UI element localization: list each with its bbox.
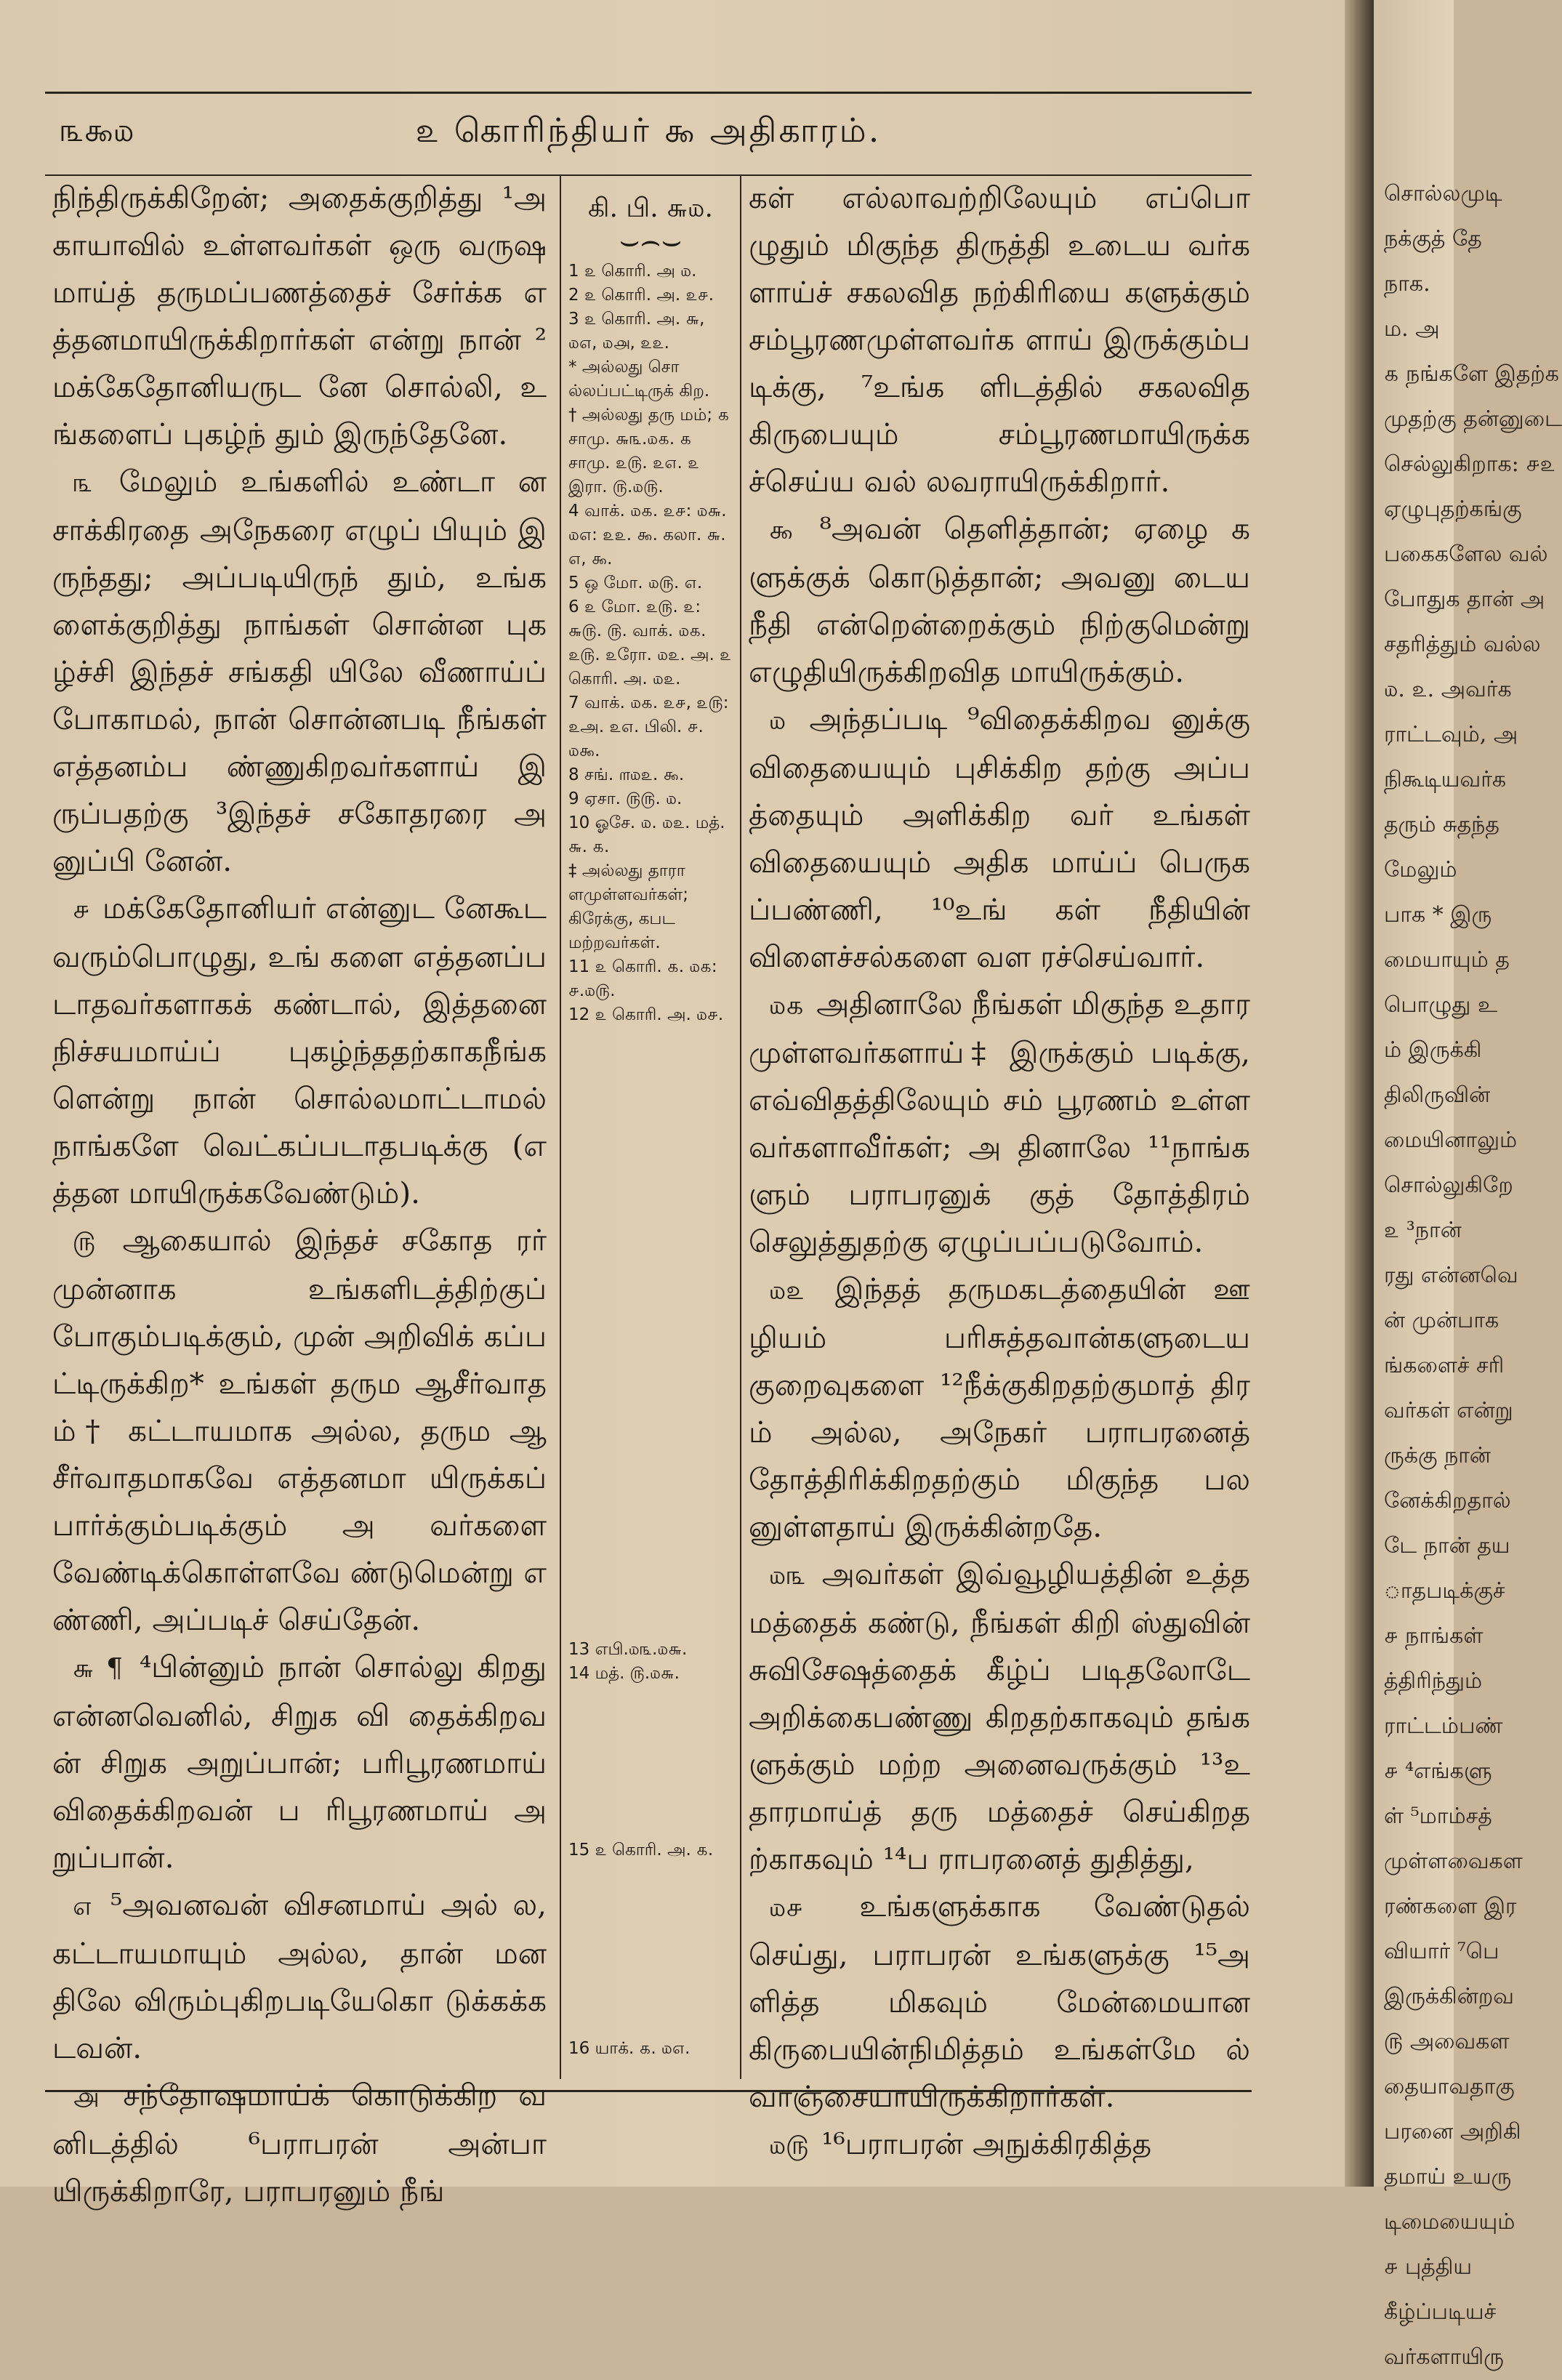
next-page-line: ௪ நாங்கள் bbox=[1384, 1623, 1484, 1649]
next-page-line: நிகூடியவர்க bbox=[1384, 767, 1507, 792]
verse-text: உங்களுக்காக வேண்டுதல் செய்து, பராபரன் உங்களுக்கு ¹⁵அளித்த மிகவும் மேன்மையான கிருபையின்நிமித்தம் உங்கள்மே ல் வாஞ்சையாயிருக்கிறார்கள். bbox=[749, 1889, 1250, 2114]
left-paragraph bbox=[52, 2072, 547, 2215]
next-page-edge bbox=[1374, 0, 1562, 2370]
left-paragraph bbox=[52, 885, 547, 1217]
next-page-line: சொல்லுகிறே bbox=[1384, 1173, 1513, 1198]
verse-text: அந்தப்படி ⁹விதைக்கிறவ னுக்கு விதையையும் புசிக்கிற தற்கு அப்பத்தையும் அளிக்கிற வர் உங்கள் விதையையும் அதிக மாய்ப் பெருகப்பண்ணி, ¹⁰உங் கள் நீதியின் விளைச்சல்களை வள ரச்செய்வார். bbox=[749, 701, 1250, 974]
left-paragraph bbox=[52, 1644, 547, 1881]
right-paragraph bbox=[749, 2120, 1250, 2169]
next-page-line: டே நான் தய bbox=[1384, 1533, 1510, 1559]
verse-number: ௰ bbox=[769, 706, 805, 736]
next-page-line: தரும் சுதந்த bbox=[1384, 812, 1499, 837]
next-page-line: மையாயும் த bbox=[1384, 947, 1510, 973]
book-spine bbox=[1345, 0, 1374, 2187]
verse-text: மக்கேதோனியர் என்னுட னேகூட வரும்பொழுது, உங் களை எத்தனப்படாதவர்களாகக் கண்டால், இத்தனை நிச்சயமாய்ப் புகழ்ந்ததற்காகநீங்களென்று நான் சொல்லமாட்டாமல் நாங்களே வெட்கப்படாதபடிக்கு (எத்தன மாயிருக்கவேண்டும்). bbox=[52, 891, 547, 1210]
margin-note: 9 ஏசா. ௫௫. ௰. bbox=[568, 789, 683, 808]
margin-note: 12 ௨ கொரி. அ. ௰௪. bbox=[568, 1005, 724, 1024]
next-page-line: ௪ ⁴எங்களு bbox=[1384, 1758, 1492, 1784]
margin-notes-middle bbox=[568, 1638, 733, 1686]
margin-note: 3 ௨ கொரி. அ. ௬, ௰௭, ௰௮, ௨௨. bbox=[568, 310, 705, 353]
next-page-line: ம் இருக்கி bbox=[1384, 1037, 1482, 1063]
right-paragraph bbox=[749, 1883, 1250, 2120]
right-paragraph bbox=[749, 505, 1250, 696]
next-page-line: ௰. ௨. அவர்க bbox=[1384, 677, 1512, 702]
margin-notes-top bbox=[568, 260, 733, 1027]
next-page-line: ள் ⁵மாம்சத் bbox=[1384, 1804, 1492, 1829]
verse-number: ௰௪ bbox=[769, 1893, 856, 1923]
margin-note: 2 ௨ கொரி. அ. ௨௪. bbox=[568, 286, 714, 305]
next-page-line: முதற்கு தன்னுடை bbox=[1384, 406, 1562, 432]
next-page-line: வர்கள் என்று bbox=[1384, 1398, 1513, 1423]
verse-number: ௬ ¶ bbox=[73, 1654, 136, 1684]
margin-note: 15 ௨ கொரி. அ. ௧. bbox=[568, 1841, 714, 1860]
margin-notes-bottom bbox=[568, 2037, 733, 2061]
next-page-line: போதுக தான் அ bbox=[1384, 587, 1545, 612]
next-page-line: டிமையையும் bbox=[1384, 2209, 1515, 2235]
next-page-line: ௧ நங்களே இதற்க bbox=[1384, 361, 1559, 387]
margin-note: † அல்லது தரு மம்; ௧ சாமு. ௬௩.௰௧. ௧ சாமு. ௨௫. ௨௭. ௨ இரா. ௫.௰௫. bbox=[568, 406, 730, 496]
next-page-line: ாதபடிக்குச் bbox=[1384, 1578, 1505, 1604]
next-page-line: பகைகளேல வல் bbox=[1384, 542, 1548, 567]
verse-text: ⁵அவனவன் விசனமாய் அல் ல, கட்டாயமாயும் அல்ல, தான் மனதிலே விரும்புகிறபடியேகொ டுக்கக்கடவன். bbox=[52, 1887, 547, 2065]
right-paragraph bbox=[749, 696, 1250, 981]
margin-note: * அல்லது சொ ல்லப்பட்டிருக் கிற. bbox=[568, 358, 710, 401]
next-page-line: கீழ்ப்படியச் bbox=[1384, 2299, 1497, 2325]
next-page-line: ருக்கு நான் bbox=[1384, 1443, 1491, 1468]
next-page-line: ன் முன்பாக bbox=[1384, 1308, 1499, 1333]
margin-heading: கி. பி. ௬௰. bbox=[588, 193, 713, 223]
next-page-line: ௨ ³நான் bbox=[1384, 1218, 1462, 1243]
margin-note: 7 வாக். ௰௧. ௨௪, ௨௫: ௨அ. ௨௭. பிலி. ௪. ௰௯. bbox=[568, 694, 729, 760]
next-page-line: ராட்டவும், அ bbox=[1384, 722, 1518, 747]
margin-note: 8 சங். ௱௰௨. ௯. bbox=[568, 765, 685, 784]
verse-number: ௪ bbox=[73, 895, 98, 925]
margin-note: 13 எபி.௰௩.௰௬. bbox=[568, 1640, 688, 1659]
next-page-line: வர்களாயிரு bbox=[1384, 2344, 1504, 2370]
right-paragraph bbox=[749, 1551, 1250, 1883]
margin-note: 10 ஓசே. ௰. ௰௨. மத். ௬. ௧. bbox=[568, 813, 725, 856]
next-page-line: முள்ளவைகள bbox=[1384, 1849, 1523, 1874]
next-page-line: பரனை அறிகி bbox=[1384, 2119, 1521, 2144]
right-paragraph bbox=[749, 1266, 1250, 1551]
next-page-line: வியார் ⁷பெ bbox=[1384, 1939, 1499, 1964]
left-text-column bbox=[52, 174, 547, 2208]
verse-text: ⁴பின்னும் நான் சொல்லு கிறது என்னவெனில், சிறுக வி தைக்கிறவன் சிறுக அறுப்பான்; பரிபூரணமாய் விதைக்கிறவன் ப ரிபூரணமாய் அறுப்பான். bbox=[52, 1649, 547, 1875]
margin-note: 1 ௨ கொரி. அ ௰. bbox=[568, 262, 697, 281]
page-title: ௨ கொரிந்தியர் ௯ அதிகாரம். bbox=[415, 110, 882, 150]
next-page-line: பாக * இரு bbox=[1384, 902, 1492, 928]
left-paragraph bbox=[52, 174, 547, 458]
verse-text: சந்தோஷமாய்க் கொடுக்கிற வனிடத்தில் ⁶பராபரன் அன்பா யிருக்கிறாரே, பராபரனும் நீங் bbox=[52, 2078, 547, 2208]
margin-note: 16 யாக். ௧. ௰௭. bbox=[568, 2039, 691, 2058]
verse-text: கள் எல்லாவற்றிலேயும் எப்பொ ழுதும் மிகுந்த திருத்தி உடைய வர்களாய்ச் சகலவித நற்கிரியை களுக்கும் சம்பூரணமுள்ளவர்க ளாய் இருக்கும்படிக்கு, ⁷உங்க ளிடத்தில் சகலவித கிருபையும் சம்பூரணமாயிருக்கச்செய்ய வல் லவராயிருக்கிறார். bbox=[749, 180, 1250, 499]
right-paragraph bbox=[749, 981, 1250, 1266]
left-paragraph bbox=[52, 1217, 547, 1644]
margin-notes-column bbox=[560, 174, 741, 2079]
verse-number: ௰௧ bbox=[769, 991, 813, 1021]
verse-number: ௰௩ bbox=[769, 1561, 818, 1591]
margin-note: 5 ஒ மோ. ௰௫. ௭. bbox=[568, 574, 703, 592]
next-page-line: செல்லுகிறாக: ௪௨ bbox=[1384, 451, 1555, 477]
next-page-line: மையினாலும் bbox=[1384, 1127, 1518, 1153]
verse-text: நிந்திருக்கிறேன்; அதைக்குறித்து ¹அகாயாவில் உள்ளவர்கள் ஒரு வருஷமாய்த் தருமப்பணத்தைச் சேர்க்க எத்தனமாயிருக்கிறார்கள் என்று நான் ²மக்கேதோனியருட னே சொல்லி, உங்களைப் புகழ்ந் தும் இருந்தேனே. bbox=[52, 180, 547, 451]
next-page-line: ௪ புத்திய bbox=[1384, 2254, 1473, 2280]
verse-text: ¹⁶பராபரன் அநுக்கிரகித்த bbox=[821, 2126, 1152, 2161]
left-paragraph bbox=[52, 1881, 547, 2072]
verse-number: ௩ bbox=[73, 468, 115, 498]
next-page-line: ரது என்னவெ bbox=[1384, 1263, 1518, 1288]
left-paragraph bbox=[52, 458, 547, 885]
next-page-line: த்திரிந்தும் bbox=[1384, 1668, 1483, 1694]
next-page-line: சதரித்தும் வல்ல bbox=[1384, 632, 1541, 657]
margin-note: 4 வாக். ௰௧. ௨௪: ௰௬. ௰௭: ௨௨. ௯. கலா. ௬. ௭, ௯. bbox=[568, 502, 727, 568]
next-page-line: மேலும் bbox=[1384, 857, 1457, 883]
next-page-line: ௫ அவைகள bbox=[1384, 2029, 1510, 2054]
verse-number: ௰௫ bbox=[769, 2131, 818, 2160]
verse-text: அவர்கள் இவ்வூழியத்தின் உத்தமத்தைக் கண்டு, நீங்கள் கிறி ஸ்துவின் சுவிசேஷத்தைக் கீழ்ப் படிதலோடே அறிக்கைபண்ணு கிறதற்காகவும் தங்களுக்கும் மற்ற அனைவருக்கும் ¹³உதாரமாய்த் தரு மத்தைச் செய்கிறதற்காகவும் ¹⁴ப ராபரனைத் துதித்து, bbox=[749, 1556, 1250, 1876]
next-page-line: னேக்கிறதால் bbox=[1384, 1488, 1511, 1513]
verse-text: ⁸அவன் தெளித்தான்; ஏழை களுக்குக் கொடுத்தான்; அவனு டைய நீதி என்றென்றைக்கும் நிற்குமென்று எழுதியிருக்கிறவித மாயிருக்கும். bbox=[749, 511, 1250, 689]
ornament-icon: ⌣⌢⌣ bbox=[619, 222, 683, 260]
next-page-line: சொல்லமுடி bbox=[1384, 181, 1502, 206]
verse-text: மேலும் உங்களில் உண்டா ன சாக்கிரதை அநேகரை எழுப் பியும் இருந்தது; அப்படியிருந் தும், உங்களைக்குறித்து நாங்கள் சொன்ன புகழ்ச்சி இந்தச் சங்கதி யிலே வீணாய்ப் போகாமல், நான் சொன்னபடி நீங்கள் எத்தனம்ப ண்ணுகிறவர்களாய் இருப்பதற்கு ³இந்தச் சகோதரரை அனுப்பி னேன். bbox=[52, 464, 547, 878]
next-page-line: ம. அ bbox=[1384, 316, 1440, 342]
margin-note: ‡ அல்லது தாரா ளமுள்ளவர்கள்; கிரேக்கு, கபட மற்றவர்கள். bbox=[568, 861, 689, 952]
next-page-line: ராட்டம்பண் bbox=[1384, 1713, 1503, 1739]
verse-number: ௭ bbox=[73, 1891, 107, 1921]
next-page-line: திலிருவின் bbox=[1384, 1082, 1491, 1108]
next-page-text bbox=[1374, 0, 1562, 2380]
right-paragraph bbox=[749, 174, 1250, 505]
verse-number: ௮ bbox=[73, 2082, 119, 2112]
next-page-line: ங்களைச் சரி bbox=[1384, 1353, 1505, 1378]
verse-text: ஆகையால் இந்தச் சகோத ரர் முன்னாக உங்களிடத்திற்குப் போகும்படிக்கும், முன் அறிவிக் கப்பட்டிருக்கிற* உங்கள் தரும ஆசீர்வாதம்† கட்டாயமாக அல்ல, தரும ஆசீர்வாதமாகவே எத்தனமா யிருக்கப் பார்க்கும்படிக்கும் அ வர்களை வேண்டிக்கொள்ளவே ண்டுமென்று எண்ணி, அப்படிச் செய்தேன். bbox=[52, 1223, 547, 1637]
running-header bbox=[45, 95, 1252, 176]
right-text-column bbox=[749, 174, 1250, 2161]
margin-note: 14 மத். ௫.௰௬. bbox=[568, 1664, 680, 1683]
margin-note: 6 ௨ மோ. ௨௫. ௨: ௬௫. ௫. வாக். ௰௧. ௨௫. ௨ரோ. ௰௨. அ. ௨ கொரி. அ. ௰௨. bbox=[568, 598, 732, 688]
verse-number: ௫ bbox=[73, 1227, 118, 1257]
next-page-line: தமாய் உயரு bbox=[1384, 2164, 1512, 2190]
next-page-line: இருக்கின்றவ bbox=[1384, 1984, 1514, 2009]
next-page-line: தையாவதாகு bbox=[1384, 2074, 1515, 2099]
verse-number: ௰௨ bbox=[769, 1276, 831, 1306]
next-page-line: ரண்களை இர bbox=[1384, 1894, 1517, 1919]
next-page-line: நாக. bbox=[1384, 271, 1430, 297]
margin-notes-lower bbox=[568, 1838, 733, 1862]
verse-text: அதினாலே நீங்கள் மிகுந்த உதாரமுள்ளவர்களாய்‡ இருக்கும் படிக்கு, எவ்விதத்திலேயும் சம் பூரணம் உள்ளவர்களாவீர்கள்; அ தினாலே ¹¹நாங்களும் பராபரனுக் குத் தோத்திரம் செலுத்துதற்கு ஏழுப்பப்படுவோம். bbox=[749, 986, 1250, 1259]
next-page-line: பொழுது உ bbox=[1384, 992, 1498, 1018]
margin-note: 11 ௨ கொரி. ௧. ௰௧: ௪.௰௫. bbox=[568, 957, 717, 1000]
verse-number: ௯ bbox=[769, 515, 816, 545]
verse-text: இந்தத் தருமகடத்தையின் ஊழியம் பரிசுத்தவான்களுடைய குறைவுகளை ¹²நீக்குகிறதற்குமாத் திரம் அல்ல, அநேகர் பராபரனைத் தோத்திரிக்கிறதற்கும் மிகுந்த பல னுள்ளதாய் இருக்கின்றதே. bbox=[749, 1271, 1250, 1544]
next-page-line: ஏழுபுதற்கங்கு bbox=[1384, 496, 1522, 522]
next-page-line: நக்குத் தே bbox=[1384, 226, 1482, 252]
page-number: ௩௯௰ bbox=[60, 112, 134, 149]
